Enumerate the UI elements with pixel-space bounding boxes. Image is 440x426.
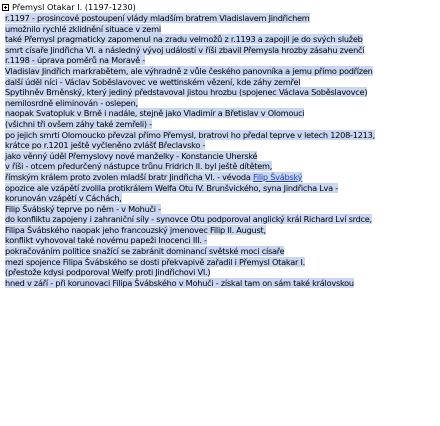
node-header[interactable] bbox=[2, 2, 438, 13]
list-item: nemilosrdně eliminován - oslepen, bbox=[5, 97, 138, 108]
list-item: hned v září - při korunovaci Filipa Švábského v Mohuči - získal tam on sám také královskou bbox=[5, 277, 354, 288]
list-item: r.1197 - prosincové postoupení vlády mladším bratrem Vladislavem Jindřichem bbox=[5, 13, 310, 23]
list-item: Spytihněv Brněnský, který jediný představoval jistou hrozbu (spojenec Václava Soběslavovce) bbox=[5, 87, 368, 98]
list-item: smrt císaře Jindřicha VI. a následný vývoj událostí v říši zbavil Přemysla hrozby zásahu zvenčí bbox=[5, 44, 365, 55]
list-item: jako věnný úděl Přemyslovy nové manželky - Konstancie Uherské bbox=[5, 150, 258, 161]
list-item: r.1198 - úprava poměrů na Moravě - bbox=[5, 55, 146, 66]
list-item: další úděl níci - Václav Soběslavovec ve wettinském vězení, kde záhy zemřel bbox=[5, 76, 301, 87]
list-item: konflikt vyhovoval také novému papeži Inocenci III. - bbox=[5, 235, 207, 246]
node-title: Přemysl Otakar I. (1197-1230) bbox=[12, 2, 136, 12]
list-item: Filipa Švábského naopak jeho francouzský jmenovec Filip II. August, bbox=[5, 224, 266, 235]
list-item: po jejich smrti Olomoucko převzal přímo Přemysl, bratrovi ho předal teprve v letech 1208-1213, bbox=[5, 129, 375, 140]
list-item: umožnilo rychlé zklidnění situace v zemi bbox=[5, 23, 161, 34]
node-children bbox=[5, 13, 438, 288]
list-item: v říši - otcem předurčený nástupce trůnu Fridrich II. byl ještě dítětem, bbox=[5, 161, 273, 172]
outline-node bbox=[2, 2, 438, 288]
list-item: pokračováním politice snažící se zabránit dominancí světské moci císaře bbox=[5, 246, 285, 257]
list-item: Vladislav Jindřich markrabětem, ale výhradně z vůle českého panovníka a jemu přímo podřízen bbox=[5, 65, 373, 76]
list-item: také Přemysl pragmaticky zapomenul na zradu velmožů z r.1193 a zapojil je do svých služeb bbox=[5, 34, 363, 45]
expand-toggle-icon[interactable] bbox=[2, 4, 9, 11]
list-item: mezi spojence Filipa Švábského se dosti překvapivě zařadil i Přemysl Otakar I. bbox=[5, 256, 305, 267]
list-item: korunován vzápětí v Cáchách, bbox=[5, 193, 122, 204]
list-item: římským králem proto zvolen mladší bratr Jindřicha VI. - vévoda Filip Švábský bbox=[5, 171, 303, 182]
list-item: naopak Svatopluk v Brně i nadále, stejně jako Vladimír a Břetislav v Olomouci bbox=[5, 108, 305, 119]
list-item: (přestože kdysi podporoval Welfy proti Jindřichovi VI.) bbox=[5, 267, 211, 278]
list-item: opozice ale vzápětí zvolila protikrálem Welfa Otu IV. Brunšvického, syna Jindřicha Lva - bbox=[5, 182, 338, 193]
list-item: krátce po r.1201 ještě vyčleněno zvlášť Břeclavsko - bbox=[5, 140, 206, 151]
list-item: do konfliktu zapojeny i zahraniční síly - synovce Otu podporoval anglický král Richard Lví srdce, bbox=[5, 214, 372, 225]
filip-svabsky-link[interactable]: Filip Švábský bbox=[252, 171, 303, 182]
list-item: (všichni tři ovšem záhy také zemřeli) - bbox=[5, 118, 152, 129]
list-item: Filip Švábský teprve po něm - v Mohuči - bbox=[5, 203, 161, 214]
